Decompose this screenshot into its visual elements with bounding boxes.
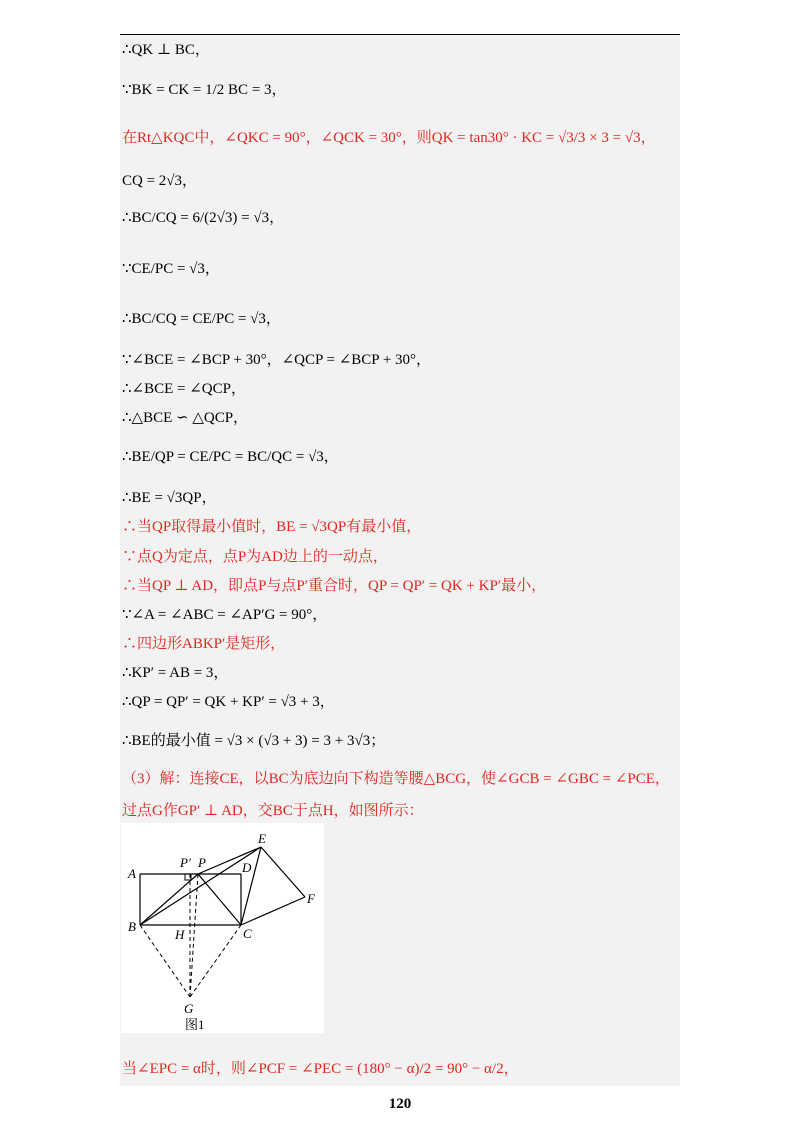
line-23: 当∠EPC = α时，则∠PCF = ∠PEC = (180° − α)/2 = 90° − α/2，: [122, 1061, 519, 1077]
figure-caption: 图1: [185, 1017, 205, 1032]
label-P: P: [198, 855, 206, 870]
figure-svg: [121, 823, 324, 1033]
segment-EF: [261, 847, 305, 897]
line-10: ∴△BCE ∽ △QCP，: [122, 410, 249, 426]
line-20: ∴BE的最小值 = √3 × (√3 + 3) = 3 + 3√3；: [122, 733, 386, 749]
line-13: ∴当QP取得最小值时，BE = √3QP有最小值，: [122, 519, 422, 535]
header-rule: [120, 34, 680, 35]
line-22: 过点G作GP′ ⊥ AD，交BC于点H，如图所示：: [122, 803, 424, 819]
geometry-figure: [121, 823, 324, 1033]
label-E: E: [258, 831, 266, 846]
line-3: 在Rt△KQC中，∠QKC = 90°，∠QCK = 30°，则QK = tan30° · KC = √3/3 × 3 = √3，: [122, 130, 656, 146]
line-5: ∴BC/CQ = 6/(2√3) = √3，: [122, 210, 285, 226]
line-21: （3）解：连接CE，以BC为底边向下构造等腰△BCG，使∠GCB = ∠GBC = ∠PCE，: [122, 771, 670, 787]
line-7: ∴BC/CQ = CE/PC = √3，: [122, 311, 281, 327]
label-H: H: [175, 927, 185, 942]
line-11: ∴BE/QP = CE/PC = BC/QC = √3，: [122, 449, 339, 465]
segment-EC: [241, 847, 261, 925]
label-P-prime: P′: [180, 855, 191, 870]
label-B: B: [128, 919, 136, 934]
line-1: ∴QK ⊥ BC，: [122, 42, 210, 58]
segment-PE: [198, 847, 261, 874]
line-8: ∵∠BCE = ∠BCP + 30°，∠QCP = ∠BCP + 30°，: [122, 352, 432, 368]
line-17: ∴四边形ABKP′是矩形，: [122, 636, 286, 652]
label-D: D: [242, 860, 252, 875]
segment-PC: [198, 874, 241, 925]
line-14: ∵点Q为定点，点P为AD边上的一动点，: [122, 549, 388, 565]
line-9: ∴∠BCE = ∠QCP，: [122, 381, 246, 397]
label-A: A: [128, 866, 136, 881]
line-12: ∴BE = √3QP，: [122, 490, 217, 506]
label-C: C: [243, 926, 252, 941]
label-G: G: [184, 1001, 194, 1016]
label-F: F: [307, 891, 315, 906]
segment-CG: [190, 925, 241, 997]
line-6: ∵CE/PC = √3，: [122, 261, 220, 277]
line-16: ∵∠A = ∠ABC = ∠AP′G = 90°，: [122, 607, 328, 623]
line-2: ∵BK = CK = 1/2 BC = 3，: [122, 82, 287, 98]
segment-FC: [241, 897, 305, 925]
line-18: ∴KP′ = AB = 3，: [122, 665, 229, 681]
segment-BP: [140, 874, 198, 925]
line-4: CQ = 2√3，: [122, 173, 198, 189]
line-15: ∴当QP ⊥ AD，即点P与点P′重合时，QP = QP′ = QK + KP′最小，: [122, 578, 547, 594]
line-19: ∴QP = QP′ = QK + KP′ = √3 + 3，: [122, 694, 335, 710]
page-number: 120: [388, 1096, 412, 1112]
